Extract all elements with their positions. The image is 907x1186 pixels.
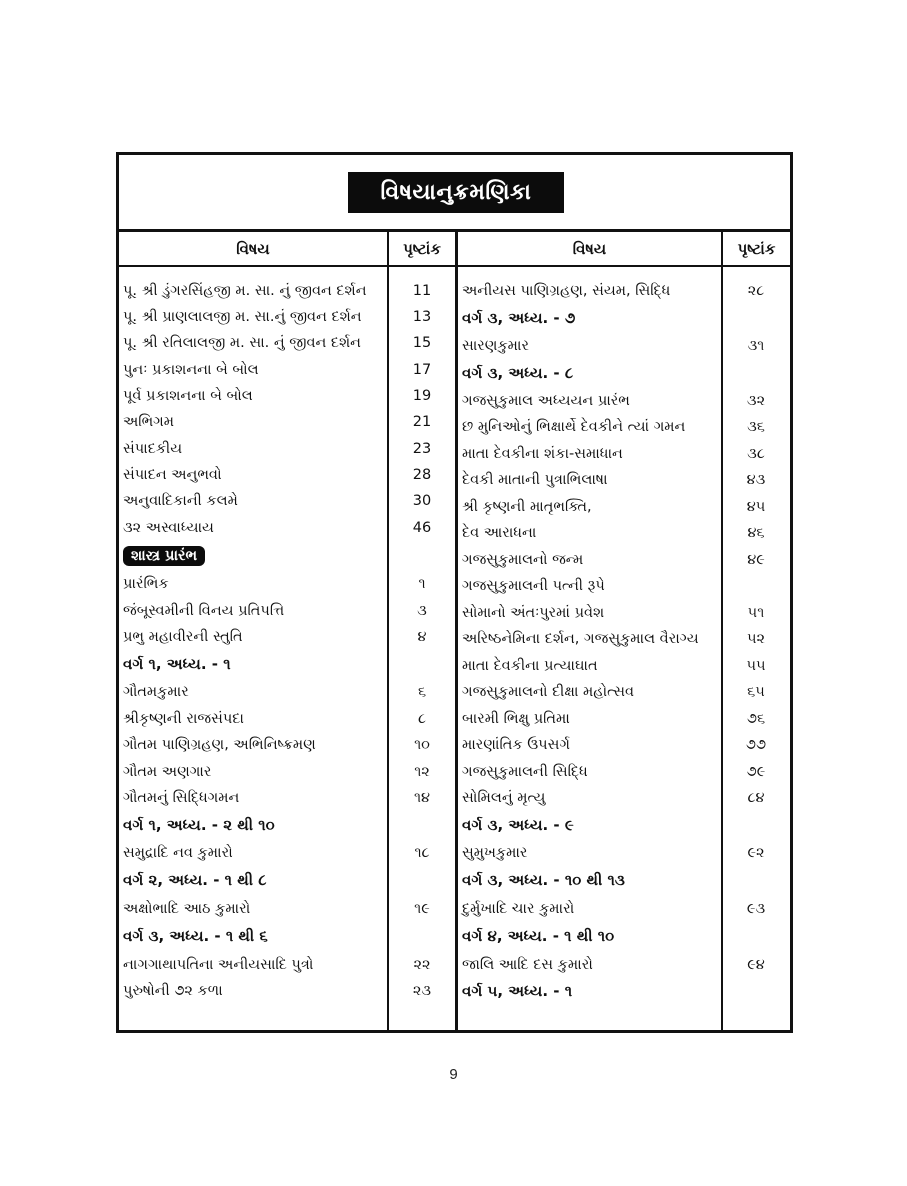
table-row — [462, 654, 790, 678]
table-row — [462, 279, 790, 303]
row-subject: સારણકુમાર — [462, 338, 529, 354]
table-row — [123, 358, 453, 382]
table-row — [462, 415, 790, 439]
row-page-number: ૩૨ — [746, 393, 766, 409]
row-subject: સંપાદન અનુભવો — [123, 467, 222, 483]
section-heading-row — [462, 868, 790, 892]
row-page-number: ૬૫ — [747, 684, 765, 700]
table-row — [123, 599, 453, 623]
row-page-number: ૭૭ — [745, 737, 767, 753]
row-page-number: ૪૯ — [747, 552, 765, 568]
table-row — [123, 707, 453, 731]
row-subject: ગૌતમ પાણિગ્રહણ, અભિનિષ્ક્રમણ — [123, 737, 316, 753]
table-row — [123, 279, 453, 303]
row-subject: મારણાંતિક ઉપસર્ગ — [462, 737, 570, 753]
row-page-number: ૧૦ — [414, 737, 430, 753]
row-subject: જાલિ આદિ દસ કુમારો — [462, 957, 593, 973]
table-row — [462, 760, 790, 784]
row-subject: વર્ગ ૫, અધ્ય. - ૧ — [462, 982, 573, 1000]
table-row — [123, 410, 453, 434]
table-row — [462, 897, 790, 921]
row-subject: પૂ. શ્રી ડુંગરસિંહજી મ. સા. નું જીવન દર્શન — [123, 283, 367, 299]
row-page-number: ૬ — [417, 684, 427, 700]
table-row — [462, 334, 790, 358]
row-page-number: ૭૯ — [746, 764, 766, 780]
row-subject: જંબૂસ્વમીની વિનય પ્રતિપત્તિ — [123, 603, 285, 619]
row-page-number: 21 — [412, 414, 432, 430]
table-row — [462, 627, 790, 651]
header-page-left: પૃષ્ટાંક — [403, 239, 441, 258]
table-row — [123, 437, 453, 461]
section-heading-row — [462, 813, 790, 837]
table-row — [123, 516, 453, 540]
row-page-number: 11 — [412, 283, 432, 299]
row-page-number: ૫૨ — [746, 631, 766, 647]
row-page-number: ૩૬ — [747, 419, 765, 435]
section-heading-row — [462, 361, 790, 385]
header-page-right: પૃષ્ટાંક — [737, 239, 776, 258]
row-subject: વર્ગ ૧, અધ્ય. - ૨ થી ૧૦ — [123, 816, 275, 834]
row-page-number: 15 — [412, 335, 432, 351]
table-row — [462, 548, 790, 572]
row-subject: પ્રારંભિક — [123, 576, 169, 592]
row-subject: અનીયસ પાણિગ્રહણ, સંયમ, સિદ્ધિ — [462, 283, 671, 299]
row-page-number: 19 — [412, 388, 432, 404]
row-subject: પૂ. શ્રી રતિલાલજી મ. સા. નું જીવન દર્શન — [123, 335, 361, 351]
row-subject: ગજસુકુમાલનો દીક્ષા મહોત્સવ — [462, 684, 635, 700]
row-page-number: 30 — [412, 493, 432, 509]
section-start-row — [123, 544, 453, 568]
row-subject: ગૌતમનું સિદ્ધિગમન — [123, 790, 240, 806]
section-heading-row — [123, 652, 453, 676]
table-row — [462, 601, 790, 625]
row-subject: વર્ગ ૪, અધ્ય. - ૧ થી ૧૦ — [462, 927, 615, 945]
row-subject: બારમી ભિક્ષુ પ્રતિમા — [462, 711, 570, 727]
row-subject: પૂ. શ્રી પ્રાણલાલજી મ. સા.નું જીવન દર્શન — [123, 309, 362, 325]
row-page-number: ૪ — [417, 629, 427, 645]
row-subject: વર્ગ ૩, અધ્ય. - ૧૦ થી ૧૩ — [462, 871, 625, 889]
table-row — [462, 574, 790, 598]
title-band — [119, 155, 790, 232]
row-page-number: ૯૪ — [747, 957, 765, 973]
table-row — [123, 733, 453, 757]
row-page-number: ૪૬ — [747, 525, 765, 541]
row-subject: ગૌતમકુમાર — [123, 684, 189, 700]
header-subject-right: વિષય — [572, 239, 607, 258]
row-page-number: 13 — [412, 309, 432, 325]
row-subject: સોમાનો અંતઃપુરમાં પ્રવેશ — [462, 605, 605, 621]
row-page-number: ૯૩ — [746, 901, 766, 917]
table-row — [462, 841, 790, 865]
row-subject: શ્રી કૃષ્ણની માતૃભક્તિ, — [462, 499, 592, 515]
table-row — [123, 331, 453, 355]
table-row — [462, 680, 790, 704]
section-heading-row — [123, 813, 453, 837]
row-subject: સમુદ્રાદિ નવ કુમારો — [123, 845, 233, 861]
row-page-number: ૪૩ — [746, 472, 766, 488]
row-subject: સુમુખકુમાર — [462, 845, 528, 861]
row-page-number: ૨૩ — [412, 983, 432, 999]
row-subject: ગજસુકુમાલનો જન્મ — [462, 552, 584, 568]
page-title: વિષયાનુક્રમણિકા — [348, 172, 564, 213]
row-subject: વર્ગ ૩, અધ્ય. - ૭ — [462, 309, 576, 327]
table-row — [123, 625, 453, 649]
row-subject: વર્ગ ૧, અધ્ય. - ૧ — [123, 655, 231, 673]
row-subject: ગજસુકુમાલ અધ્યયન પ્રારંભ — [462, 393, 630, 409]
row-subject: માતા દેવકીના પ્રત્યાઘાત — [462, 658, 598, 674]
table-row — [462, 733, 790, 757]
row-subject: ૩૨ અસ્વાધ્યાય — [123, 520, 214, 536]
row-page-number: 23 — [412, 441, 432, 457]
row-subject: છ મુનિઓનું ભિક્ષાર્થે દેવકીને ત્યાં ગમન — [462, 419, 686, 435]
row-subject: ગજસુકુમાલની પત્ની રૂપે — [462, 578, 605, 594]
row-subject: ગૌતમ અણગાર — [123, 764, 212, 780]
table-row — [462, 953, 790, 977]
table-row — [462, 521, 790, 545]
section-heading-row — [462, 924, 790, 948]
row-subject: દુર્મુખાદિ ચાર કુમારો — [462, 901, 575, 917]
row-subject: નાગગાથાપતિના અનીયસાદિ પુત્રો — [123, 957, 314, 973]
table-row — [123, 572, 453, 596]
row-subject: દેવકી માતાની પુત્રાભિલાષા — [462, 472, 608, 488]
row-page-number: ૮ — [418, 711, 426, 727]
row-page-number: ૧૮ — [414, 845, 430, 861]
section-heading-row — [462, 979, 790, 1003]
row-page-number: 28 — [412, 467, 432, 483]
row-subject: અરિષ્ઠનેમિના દર્શન, ગજસુકુમાલ વૈરાગ્ય — [462, 631, 699, 647]
table-row — [462, 442, 790, 466]
row-subject: ગજસુકુમાલની સિદ્ધિ — [462, 764, 588, 780]
row-subject: પૂર્વ પ્રકાશનના બે બોલ — [123, 388, 253, 404]
row-page-number: 17 — [412, 362, 432, 378]
row-page-number: ૧ — [418, 576, 426, 592]
table-row — [123, 760, 453, 784]
row-subject: પુરુષોની ૭૨ કળા — [123, 983, 223, 999]
row-subject: અક્ષોભાદિ આઠ કુમારો — [123, 901, 251, 917]
table-row — [462, 786, 790, 810]
table-row — [123, 384, 453, 408]
section-heading-row — [123, 868, 453, 892]
row-subject: વર્ગ ૩, અધ્ય. - ૯ — [462, 816, 574, 834]
table-row — [462, 468, 790, 492]
table-row — [123, 979, 453, 1003]
page-number: 9 — [449, 1066, 458, 1083]
row-subject: શ્રીકૃષ્ણની રાજસંપદા — [123, 711, 244, 727]
table-row — [123, 463, 453, 487]
row-subject: સોમિલનું મૃત્યુ — [462, 790, 546, 806]
row-page-number: ૨૮ — [747, 283, 765, 299]
index-table-frame — [116, 152, 793, 1033]
row-page-number: ૫૧ — [747, 605, 765, 621]
row-subject: માતા દેવકીના શંકા-સમાધાન — [462, 446, 623, 462]
row-subject: પ્રભુ મહાવીરની સ્તુતિ — [123, 629, 243, 645]
table-row — [462, 707, 790, 731]
row-page-number: ૩૮ — [747, 446, 765, 462]
row-page-number: ૯૨ — [747, 845, 765, 861]
table-row — [123, 953, 453, 977]
row-subject: દેવ આરાધના — [462, 525, 537, 541]
table-row — [123, 786, 453, 810]
table-body — [119, 267, 790, 1030]
row-page-number: ૭૬ — [746, 711, 766, 727]
section-heading-row — [123, 924, 453, 948]
section-heading-row — [462, 306, 790, 330]
section-badge: શાસ્ત્ર પ્રારંભ — [123, 546, 205, 566]
header-subject-left: વિષય — [236, 239, 270, 258]
table-row — [123, 841, 453, 865]
row-subject: વર્ગ ૩, અધ્ય. - ૮ — [462, 364, 574, 382]
row-subject: વર્ગ ૩, અધ્ય. - ૧ થી ૬ — [123, 927, 268, 945]
table-row — [123, 897, 453, 921]
table-row — [123, 489, 453, 513]
row-subject: પુનઃ પ્રકાશનના બે બોલ — [123, 362, 259, 378]
row-page-number: ૪૫ — [746, 499, 766, 515]
row-subject: અનુવાદિકાની કલમે — [123, 493, 238, 509]
table-row — [123, 680, 453, 704]
row-subject: વર્ગ ૨, અધ્ય. - ૧ થી ૮ — [123, 871, 267, 889]
row-page-number: ૮૪ — [747, 790, 765, 806]
row-page-number: 46 — [412, 520, 432, 536]
row-page-number: ૨૨ — [413, 957, 431, 973]
row-page-number: ૧૨ — [414, 764, 430, 780]
row-page-number: ૫૫ — [746, 658, 766, 674]
table-row — [462, 389, 790, 413]
table-row — [462, 495, 790, 519]
row-page-number: ૩ — [417, 603, 427, 619]
row-page-number: ૩૧ — [747, 338, 765, 354]
table-row — [123, 305, 453, 329]
row-subject: અભિગમ — [123, 414, 174, 430]
row-page-number: ૧૪ — [413, 790, 431, 806]
row-subject: સંપાદકીય — [123, 441, 183, 457]
row-page-number: ૧૯ — [414, 901, 430, 917]
